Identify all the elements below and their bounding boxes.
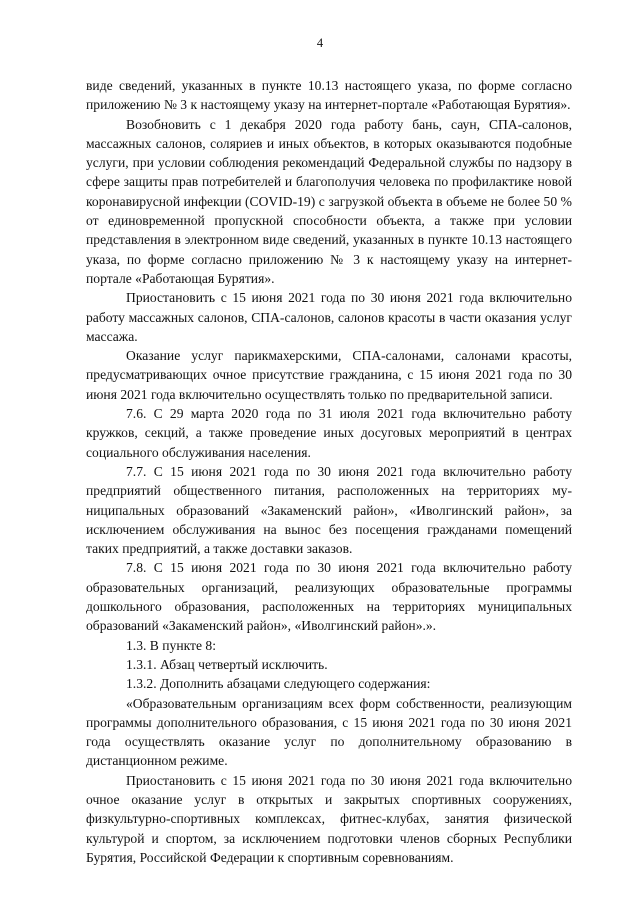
page-number: 4 bbox=[316, 36, 324, 50]
paragraph-7-6: 7.6. С 29 марта 2020 года по 31 июля 2021 года включительно работу кружков, секций, а также проведение иных досуговых мероприятий в центрах социального обслуживания населения. bbox=[86, 406, 572, 460]
paragraph-7-8: 7.8. С 15 июня 2021 года по 30 июня 2021 года включительно работу образовательных организаций, реализующих образовательные программы дошкольного образования, расположенных на территориях муниципальных образований «Закаменский район», «Иволгинский район».». bbox=[86, 560, 572, 634]
paragraph-hairdressers: Оказание услуг парикмахерскими, СПА-салонами, салонами красоты, предусматривающих очное присутствие гражданина, с 15 июня 2021 года по 30 июня 2021 года включительно осуществлять только по предварительной записи. bbox=[86, 348, 572, 402]
paragraph-suspend-massage: Приостановить с 15 июня 2021 года по 30 июня 2021 года включительно работу массажных салонов, СПА-салонов, салонов красоты в части оказания услуг массажа. bbox=[86, 290, 572, 344]
paragraph-education-orgs: «Образовательным организациям всех форм собственности, реализующим программы дополнительного образования, с 15 июня 2021 года по 30 июня 2021 года осуществлять оказание услуг по дополнительному образованию в дистанционном режиме. bbox=[86, 695, 572, 769]
paragraph-resume-baths: Возобновить с 1 декабря 2020 года работу бань, саун, СПА-салонов, массажных салонов, соляриев и иных объектов, в которых оказываются подобные услуги, при условии соблюдения рекомендаций Федеральной службы по надзору в сфере защиты прав потребителей и благополучия человека по профилактике новой коронавирусной инфекции (COVID-19) с загрузкой объекта в объеме не более 50 % от единовременной пропускной способности объекта, а также при условии представления в электронном виде сведений, указанных в пункте 10.13 настоящего указа, по форме согласно приложению № 3 к настоящему указу на интернет-портале «Работающая Бурятия». bbox=[86, 116, 572, 286]
paragraph-sports: Приостановить с 15 июня 2021 года по 30 июня 2021 года включительно очное оказание услуг в открытых и закрытых спортивных сооружениях, физкультурно-спортивных комплексах, фитнес-клубах, занятия физической культурой и спортом, за исключением подготовки членов сборных Республики Бурятия, Российской Федерации к спортивным соревнованиям. bbox=[86, 772, 572, 865]
paragraph-1-3: 1.3. В пункте 8: bbox=[126, 637, 216, 653]
paragraph-continuation: виде сведений, указанных в пункте 10.13 настоящего указа, по форме согласно приложению № 3 к настоящему указу на интернет-портале «Работающая Бурятия». bbox=[86, 78, 572, 113]
paragraph-7-7: 7.7. С 15 июня 2021 года по 30 июня 2021 года включительно работу предприятий общественного питания, расположенных на территориях муниципальных образований «Закаменский район», «Иволгинский район», за исключением обслуживания на вынос без посещения гражданами помещений таких предприятий, а также доставки заказов. bbox=[86, 463, 572, 557]
paragraph-1-3-2: 1.3.2. Дополнить абзацами следующего содержания: bbox=[126, 676, 431, 692]
document-body bbox=[86, 76, 572, 867]
paragraph-1-3-1: 1.3.1. Абзац четвертый исключить. bbox=[126, 656, 328, 672]
